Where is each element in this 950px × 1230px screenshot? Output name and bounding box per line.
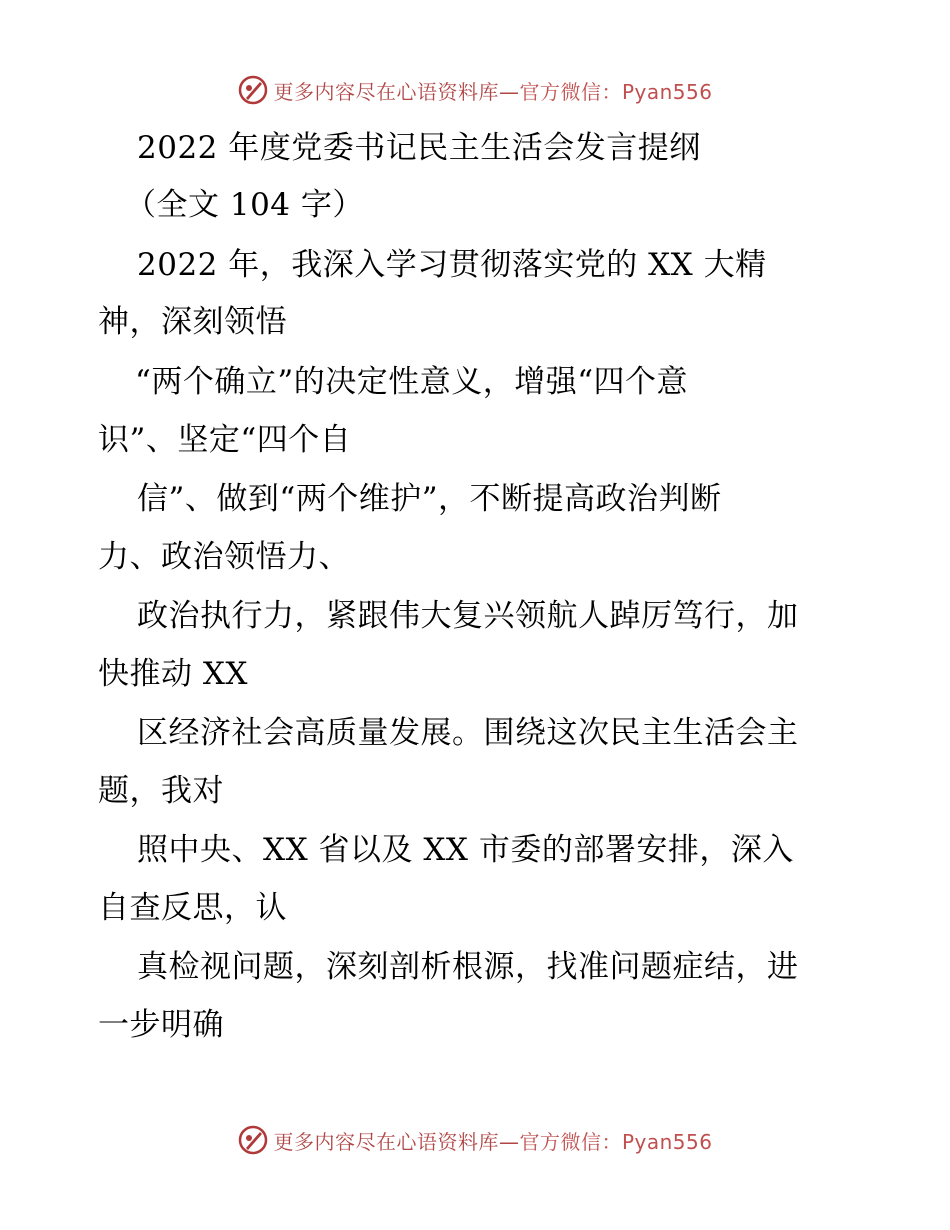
paragraph-line: 真检视问题，深刻剖析根源，找准问题症结，进	[137, 949, 799, 985]
paragraph-line: 力、政治领悟力、	[98, 539, 350, 575]
paragraph-line: 题，我对	[98, 773, 224, 809]
footer-watermark	[0, 1122, 950, 1158]
paragraph-line: 区经济社会高质量发展。围绕这次民主生活会主	[137, 715, 799, 751]
paragraph-line: 2022 年，我深入学习贯彻落实党的 XX 大精	[137, 247, 767, 283]
paragraph-line: 自查反思，认	[98, 890, 287, 926]
paragraph-line: 照中央、XX 省以及 XX 市委的部署安排，深入	[137, 832, 794, 868]
paragraph-line: 识”、坚定“四个自	[98, 422, 352, 458]
quill-seal-icon	[237, 1124, 269, 1156]
doc-title: 2022 年度党委书记民主生活会发言提纲	[137, 130, 701, 166]
header-watermark	[0, 72, 950, 108]
paragraph-line: 政治执行力，紧跟伟大复兴领航人踔厉笃行，加	[137, 598, 799, 634]
paragraph-line: 信”、做到“两个维护”，不断提高政治判断	[137, 481, 722, 517]
quill-seal-icon	[237, 74, 269, 106]
paragraph-line: 一步明确	[98, 1007, 224, 1043]
paragraph-line: 神，深刻领悟	[98, 304, 287, 340]
watermark-text: 更多内容尽在心语资料库—官方微信：Pyan556	[273, 79, 713, 104]
paragraph-line: “两个确立”的决定性意义，增强“四个意	[135, 364, 689, 400]
watermark-text: 更多内容尽在心语资料库—官方微信：Pyan556	[273, 1129, 713, 1154]
paragraph-line: 快推动 XX	[98, 656, 248, 692]
doc-subtitle: （全文 104 字）	[125, 187, 364, 223]
